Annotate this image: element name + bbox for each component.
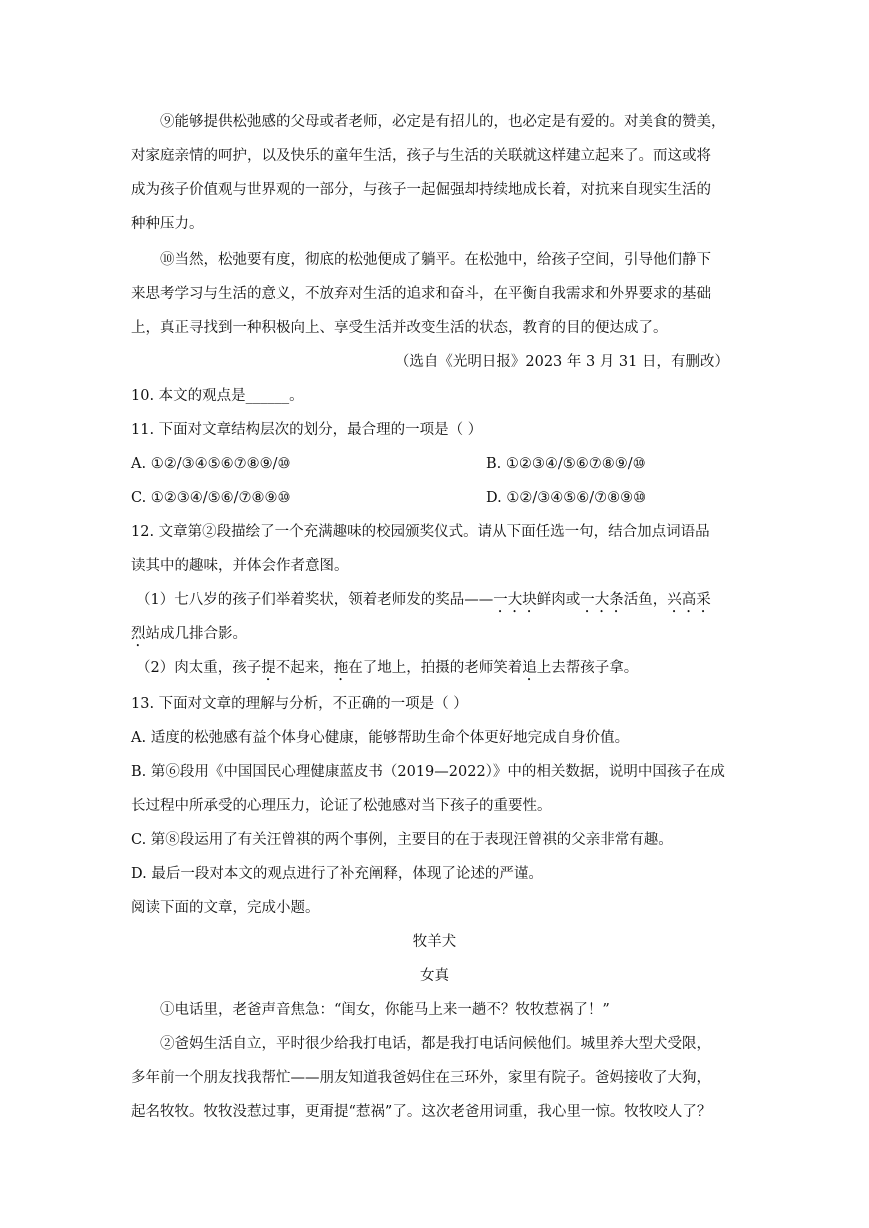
- para9-line3: 成为孩子价值观与世界观的一部分，与孩子一起倔强却持续地成长着，对抗来自现实生活的: [131, 182, 711, 198]
- reading-instruction: 阅读下面的文章，完成小题。: [131, 900, 320, 916]
- question-13-stem: 13. 下面对文章的理解与分析，不正确的一项是（ ）: [131, 696, 468, 712]
- para10-line2: 来思考学习与生活的意义，不放弃对生活的追求和奋斗，在平衡自我需求和外界要求的基础: [131, 286, 711, 302]
- q12-sentence-1-cont: 烈站成几排合影。: [131, 626, 247, 642]
- source-citation: （选自《光明日报》2023 年 3 月 31 日，有删改）: [394, 354, 729, 370]
- story-title: 牧羊犬: [412, 934, 457, 950]
- emphasis-word: 烈: [131, 626, 146, 642]
- emphasis-word: 追: [522, 660, 537, 676]
- para9-line1: ⑨能够提供松弛感的父母或者老师，必定是有招儿的，也必定是有爱的。对美食的赞美，: [160, 114, 726, 130]
- q11-option-c: C. ①②③④/⑤⑥/⑦⑧⑨⑩: [131, 490, 291, 506]
- q11-option-d: D. ①②/③④⑤⑥/⑦⑧⑨⑩: [486, 490, 647, 506]
- q13-option-b-line2: 长过程中所承受的心理压力，论证了松弛感对当下孩子的重要性。: [131, 798, 552, 814]
- story-para2-line2: 多年前一个朋友找我帮忙——朋友知道我爸妈住在三环外，家里有院子。爸妈接收了大狗，: [131, 1070, 711, 1086]
- story-para2-line3: 起名牧牧。牧牧没惹过事，更甭提“惹祸”了。这次老爸用词重，我心里一惊。牧牧咬人了？: [131, 1104, 712, 1120]
- q13-option-c: C. 第⑧段运用了有关汪曾祺的两个事例，主要目的在于表现汪曾祺的父亲非常有趣。: [131, 832, 673, 848]
- emphasis-word: 拖: [333, 660, 349, 676]
- q12-sentence-2: （2）肉太重，孩子提不起来，拖在了地上，拍摄的老师笑着追上去帮孩子拿。: [136, 660, 639, 676]
- story-para2-line1: ②爸妈生活自立，平时很少给我打电话，都是我打电话问候他们。城里养大型犬受限，: [160, 1036, 711, 1052]
- story-para1: ①电话里，老爸声音焦急：“闺女，你能马上来一趟不？牧牧惹祸了！”: [160, 1002, 610, 1018]
- emphasis-word: 一大块: [493, 592, 537, 608]
- emphasis-word: 兴高采: [667, 592, 711, 608]
- q13-option-d: D. 最后一段对本文的观点进行了补充阐释，体现了论述的严谨。: [131, 866, 543, 882]
- question-11-stem: 11. 下面对文章结构层次的划分，最合理的一项是（ ）: [131, 422, 483, 438]
- question-10: 10. 本文的观点是______。: [131, 388, 304, 404]
- para9-line4: 种种压力。: [131, 216, 204, 232]
- q13-option-a: A. 适度的松弛感有益个体身心健康，能够帮助生命个体更好地完成自身价值。: [131, 730, 630, 746]
- para10-line1: ⑩当然，松弛要有度，彻底的松弛便成了躺平。在松弛中，给孩子空间，引导他们静下: [160, 252, 711, 268]
- story-author: 女真: [420, 968, 449, 984]
- q11-option-a: A. ①②/③④⑤⑥⑦⑧⑨/⑩: [131, 456, 291, 472]
- para10-line3: 上，真正寻找到一种积极向上、享受生活并改变生活的状态，教育的目的便达成了。: [131, 320, 668, 336]
- question-12-line2: 读其中的趣味，并体会作者意图。: [131, 558, 349, 574]
- q11-option-b: B. ①②③④/⑤⑥⑦⑧⑨/⑩: [486, 456, 646, 472]
- q13-option-b-line1: B. 第⑥段用《中国国民心理健康蓝皮书（2019—2022）》中的相关数据，说明中国孩子在成: [131, 764, 725, 780]
- emphasis-word: 一大条: [580, 592, 624, 608]
- question-12-line1: 12. 文章第②段描绘了一个充满趣味的校园颁奖仪式。请从下面任选一句，结合加点词语品: [131, 524, 710, 540]
- para9-line2: 对家庭亲情的呵护，以及快乐的童年生活，孩子与生活的关联就这样建立起来了。而这或将: [131, 148, 711, 164]
- q12-sentence-1: （1）七八岁的孩子们举着奖状，领着老师发的奖品——一大块鲜肉或一大条活鱼，兴高采: [136, 592, 711, 608]
- emphasis-word: 提: [261, 660, 276, 676]
